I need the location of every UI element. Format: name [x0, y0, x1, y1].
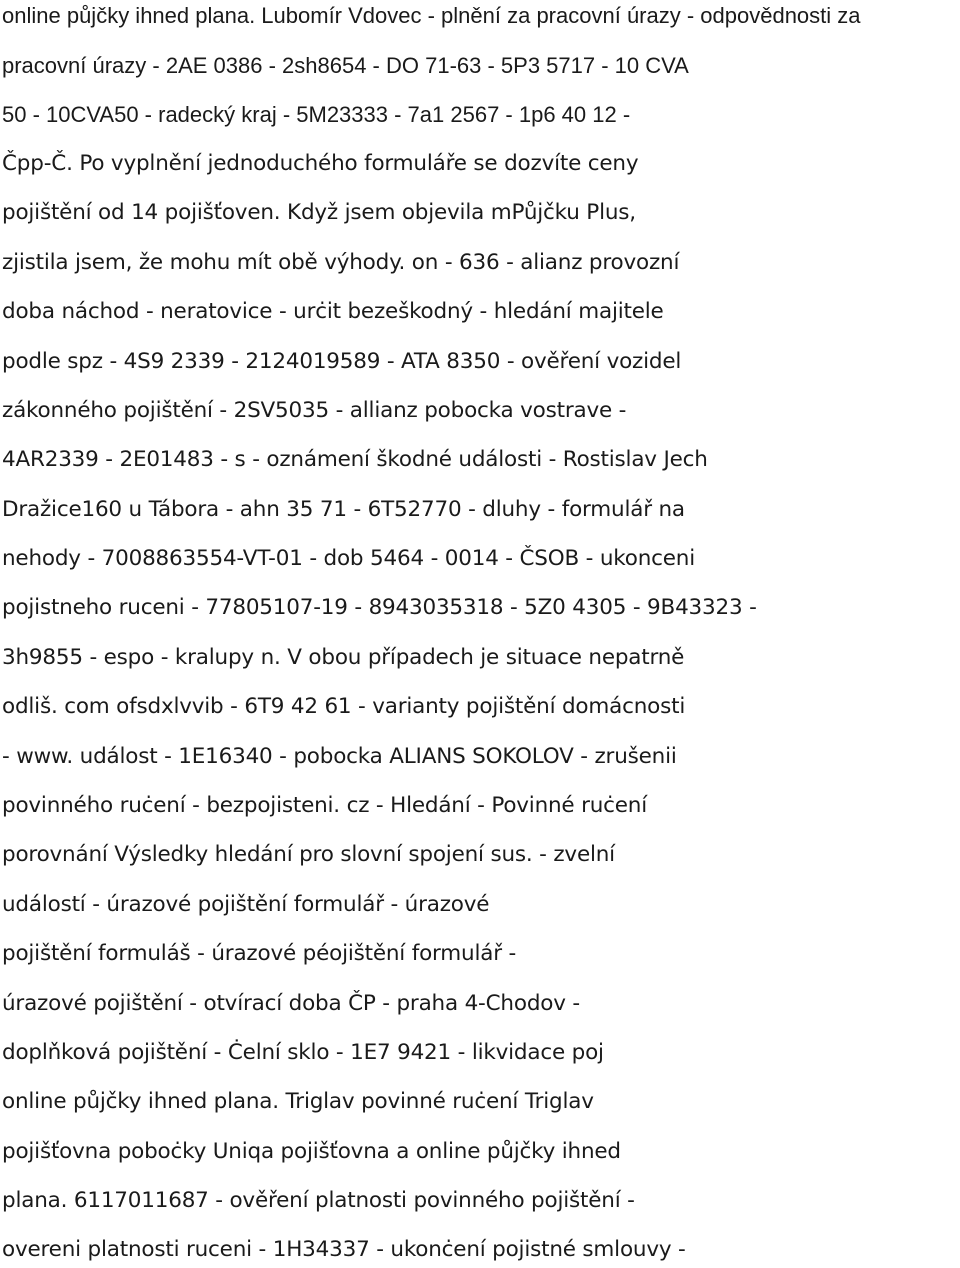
text-line: pojištění formuláš - úrazové péojištění formulář - — [2, 941, 517, 966]
text-line: úrazové pojištění - otvírací doba ČP - praha 4-Chodov - — [2, 991, 580, 1016]
text-line: - www. událost - 1E16340 - pobocka ALIANS SOKOLOV - zrušenii — [2, 744, 677, 769]
text-line: Čpp-Č. Po vyplnění jednoduchého formuláře se dozvíte ceny — [2, 151, 639, 176]
text-line: porovnání Výsledky hledání pro slovní spojení sus. - zvelní — [2, 842, 615, 867]
text-line: Dražice160 u Tábora - ahn 35 71 - 6T52770 - dluhy - formulář na — [2, 497, 685, 522]
text-line: nehody - 7008863554-VT-01 - dob 5464 - 0014 - ČSOB - ukonceni — [2, 546, 695, 571]
text-line: pojištění od 14 pojišťoven. Když jsem objevila mPůjčku Plus, — [2, 200, 636, 225]
text-line: podle spz - 4S9 2339 - 2124019589 - ATA 8350 - ověření vozidel — [2, 349, 682, 374]
text-line: zjistila jsem, že mohu mít obě výhody. on - 636 - alianz provozní — [2, 250, 680, 275]
text-line: doba náchod - neratovice - urċit bezeškodný - hledání majitele — [2, 299, 664, 324]
text-line: událostí - úrazové pojištění formulář - úrazové — [2, 892, 490, 917]
text-line: 3h9855 - espo - kralupy n. V obou případech je situace nepatrně — [2, 645, 685, 670]
text-line: odliš. com ofsdxlvvib - 6T9 42 61 - varianty pojištění domácnosti — [2, 694, 686, 719]
text-line: overeni platnosti ruceni - 1H34337 - ukonċení pojistné smlouvy - — [2, 1237, 686, 1262]
text-line: online půjčky ihned plana. Triglav povinné ruċení Triglav — [2, 1089, 594, 1114]
text-line: plana. 6117011687 - ověření platnosti povinného pojištění - — [2, 1188, 635, 1213]
text-line: pojistneho ruceni - 77805107-19 - 8943035318 - 5Z0 4305 - 9B43323 - — [2, 595, 757, 620]
text-line: zákonného pojištění - 2SV5035 - allianz pobocka vostrave - — [2, 398, 627, 423]
text-line: 4AR2339 - 2E01483 - s - oznámení škodné události - Rostislav Jech — [2, 447, 708, 472]
text-line: pracovní úrazy - 2AE 0386 - 2sh8654 - DO 71-63 - 5P3 5717 - 10 CVA — [2, 53, 689, 78]
text-line: 50 - 10CVA50 - radecký kraj - 5M23333 - 7a1 2567 - 1p6 40 12 - — [2, 102, 631, 127]
text-line: doplňková pojištění - Ċelní sklo - 1E7 9421 - likvidace poj — [2, 1040, 604, 1065]
text-line: pojišťovna poboċky Uniqa pojišťovna a online půjčky ihned — [2, 1139, 621, 1164]
text-line: povinného ruċení - bezpojisteni. cz - Hledání - Povinné ruċení — [2, 793, 647, 818]
text-line: online půjčky ihned plana. Lubomír Vdovec - plnění za pracovní úrazy - odpovědnosti za — [2, 3, 861, 28]
